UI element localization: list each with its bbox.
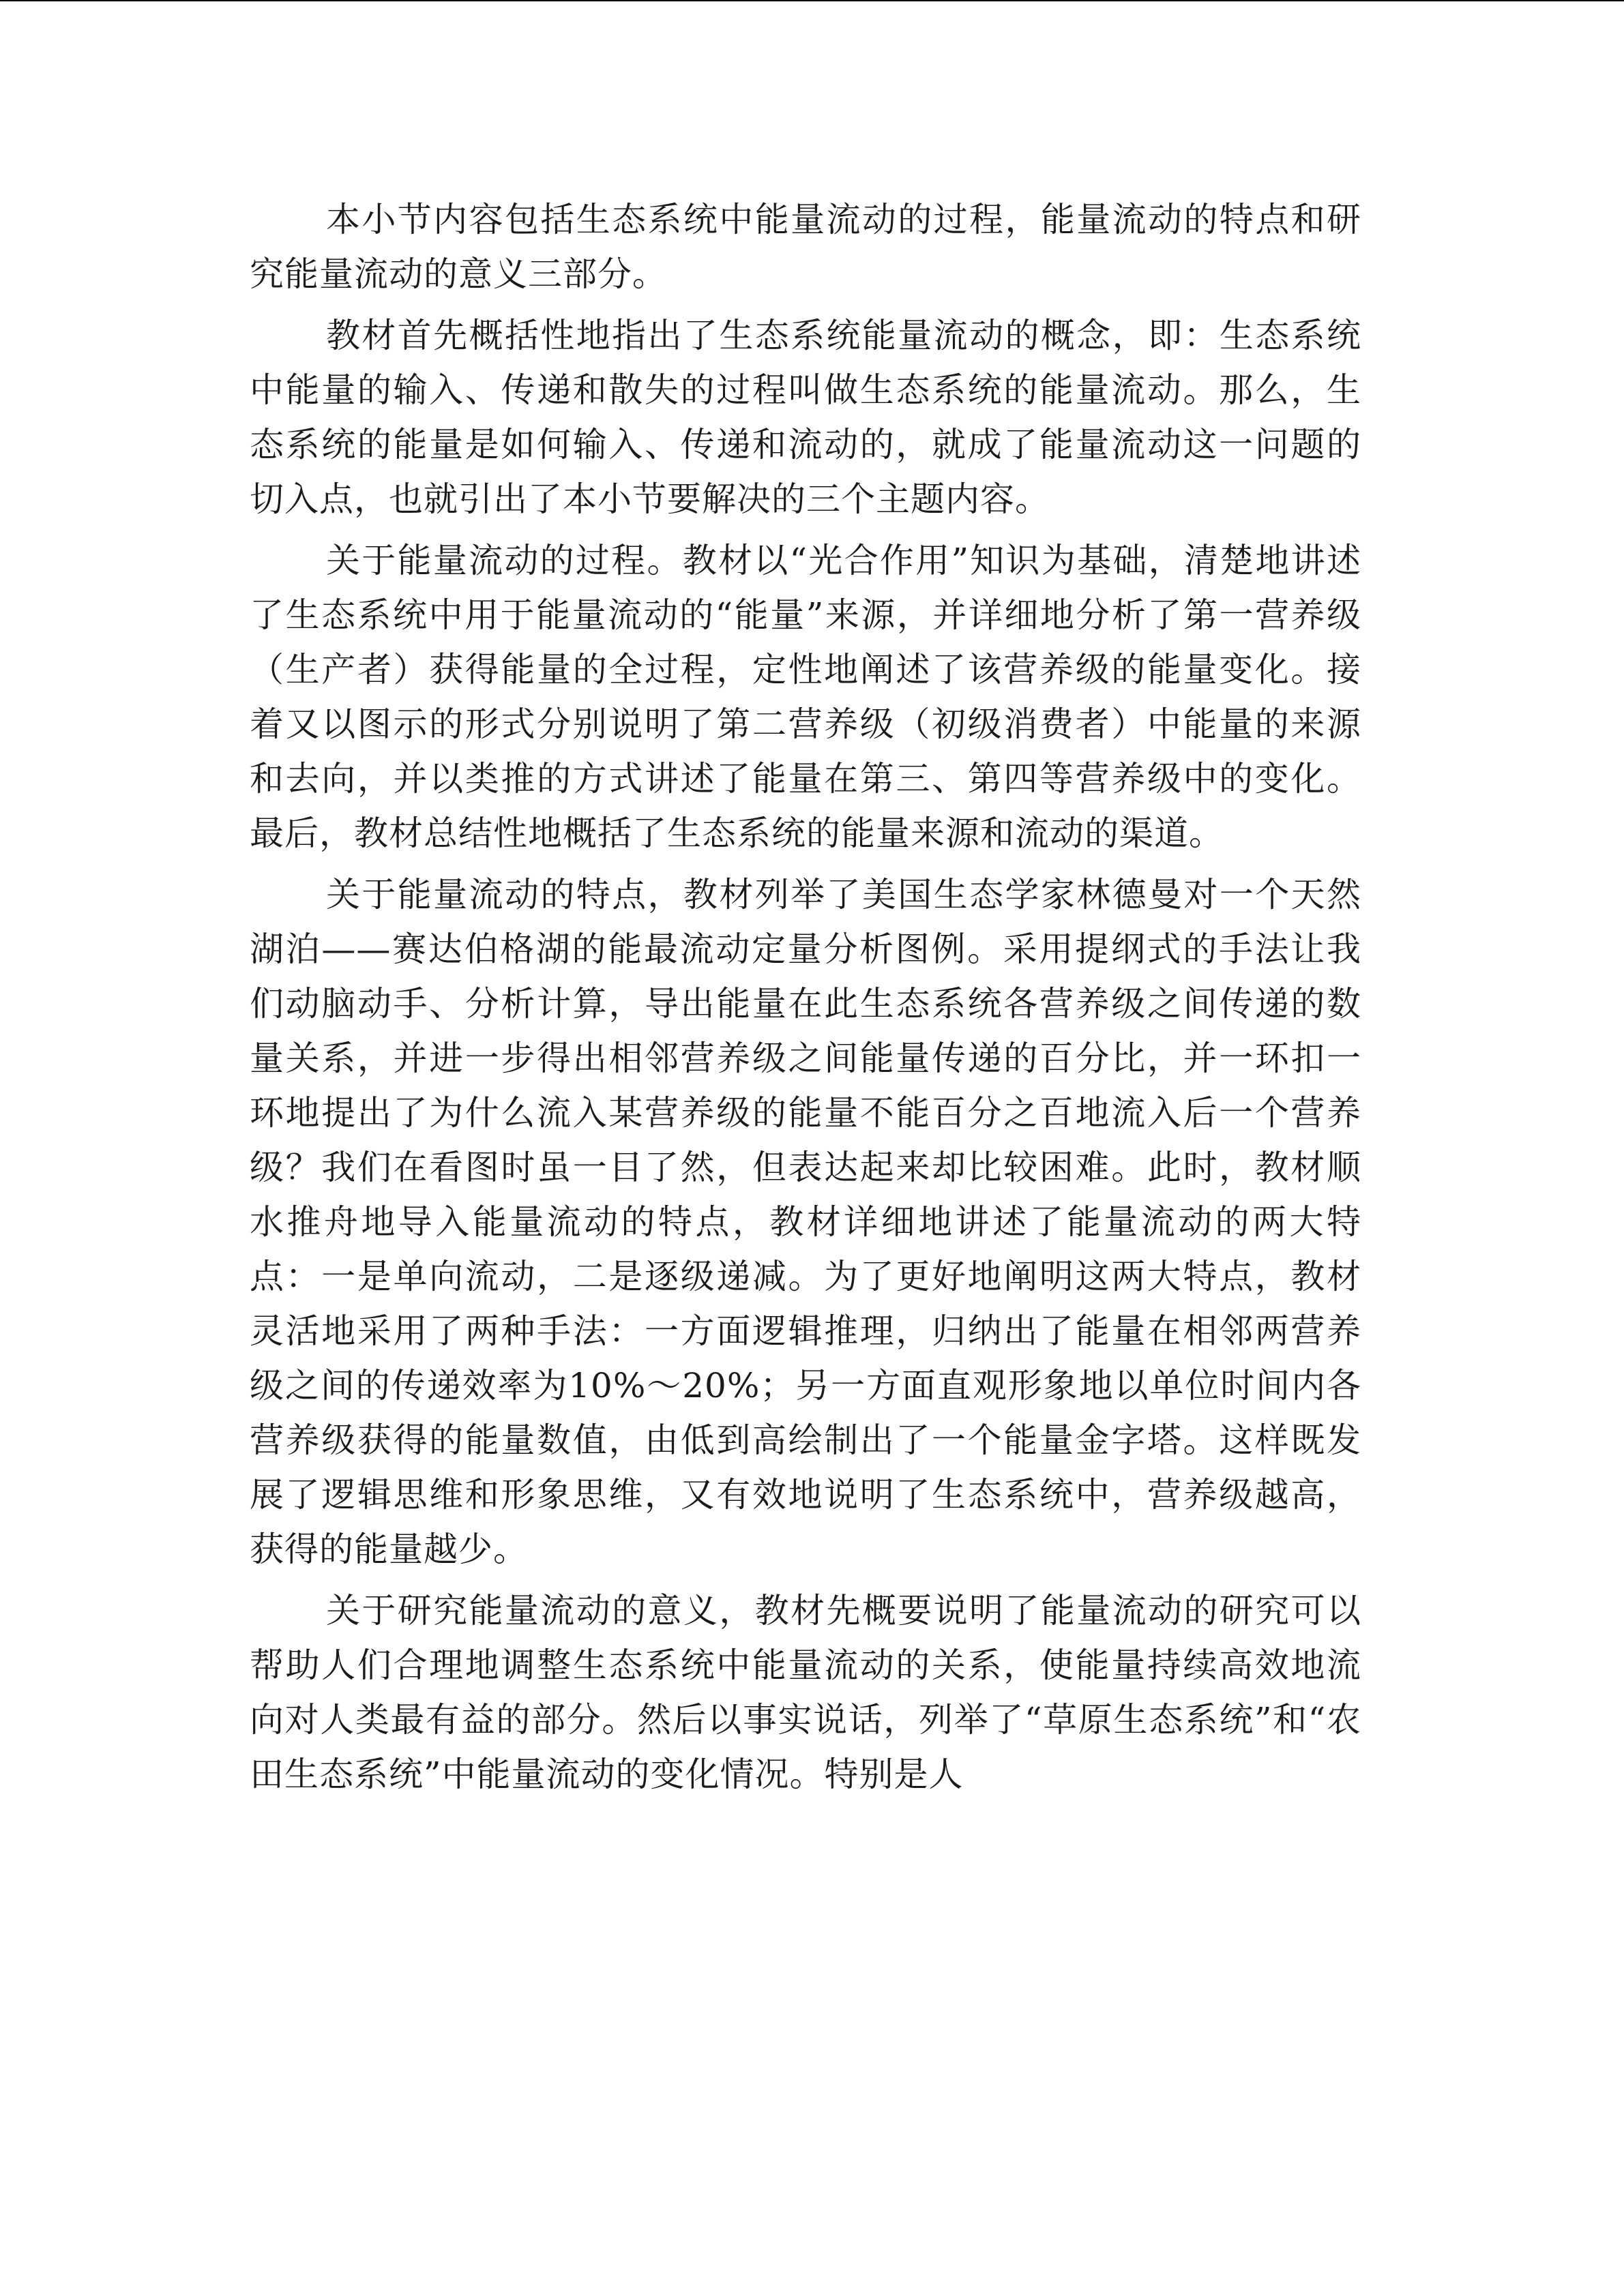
paragraph-concept: 教材首先概括性地指出了生态系统能量流动的概念，即：生态系统中能量的输入、传递和散失的过程叫做生态系统的能量流动。那么，生态系统的能量是如何输入、传递和流动的，就成了能量流动这一问题的切入点，也就引出了本小节要解决的三个主题内容。: [250, 316, 1361, 519]
paragraph-process: 关于能量流动的过程。教材以“光合作用”知识为基础，清楚地讲述了生态系统中用于能量流动的“能量”来源，并详细地分析了第一营养级（生产者）获得能量的全过程，定性地阐述了该营养级的能量变化。接着又以图示的形式分别说明了第二营养级（初级消费者）中能量的来源和去向，并以类推的方式讲述了能量在第三、第四等营养级中的变化。最后，教材总结性地概括了生态系统的能量来源和流动的渠道。: [250, 541, 1361, 853]
document-body: [250, 192, 1361, 1808]
paragraph-overview: 本小节内容包括生态系统中能量流动的过程，能量流动的特点和研究能量流动的意义三部分。: [250, 200, 1361, 294]
paragraph-characteristics: 关于能量流动的特点，教材列举了美国生态学家林德曼对一个天然湖泊——赛达伯格湖的能最流动定量分析图例。采用提纲式的手法让我们动脑动手、分析计算，导出能量在此生态系统各营养级之间传递的数量关系，并进一步得出相邻营养级之间能量传递的百分比，并一环扣一环地提出了为什么流入某营养级的能量不能百分之百地流入后一个营养级？我们在看图时虽一目了然，但表达起来却比较困难。此时，教材顺水推舟地导入能量流动的特点，教材详细地讲述了能量流动的两大特点：一是单向流动，二是逐级递减。为了更好地阐明这两大特点，教材灵活地采用了两种手法：一方面逻辑推理，归纳出了能量在相邻两营养级之间的传递效率为10%～20%；另一方面直观形象地以单位时间内各营养级获得的能量数值，由低到高绘制出了一个能量金字塔。这样既发展了逻辑思维和形象思维，又有效地说明了生态系统中，营养级越高，获得的能量越少。: [250, 875, 1361, 1569]
paragraph-significance: 关于研究能量流动的意义，教材先概要说明了能量流动的研究可以帮助人们合理地调整生态系统中能量流动的关系，使能量持续高效地流向对人类最有益的部分。然后以事实说话，列举了“草原生态系统”和“农田生态系统”中能量流动的变化情况。特别是人: [250, 1591, 1361, 1794]
